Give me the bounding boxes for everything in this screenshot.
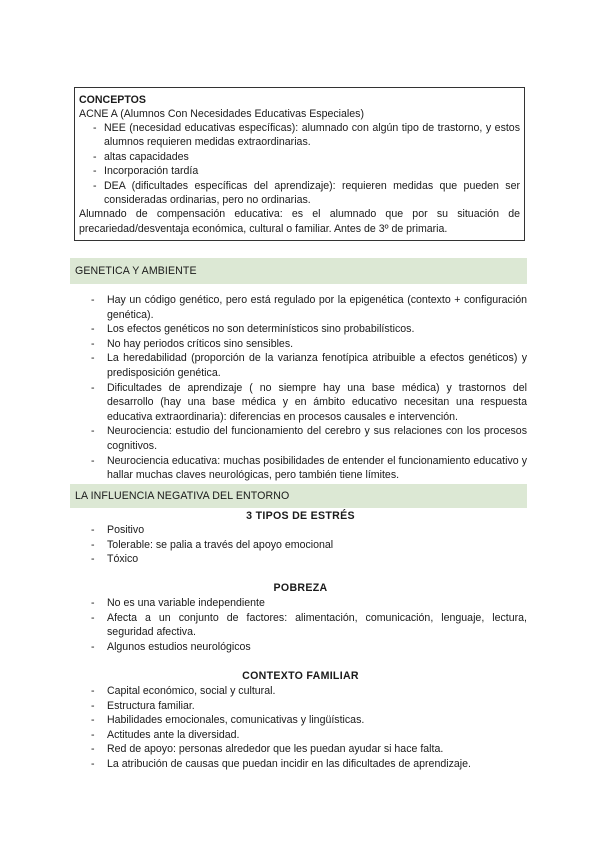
list-item: - NEE (necesidad educativas específicas): alumnado con algún tipo de trastorno, y estos alumnos requieren medidas extraordinarias. bbox=[93, 122, 520, 149]
list-item: - Actitudes ante la diversidad. bbox=[91, 728, 240, 741]
conceptos-box bbox=[74, 87, 525, 241]
pobreza-list bbox=[77, 596, 527, 654]
genetica-list bbox=[77, 293, 527, 483]
list-item: - No es una variable independiente bbox=[91, 597, 265, 609]
list-item: - Incorporación tardía bbox=[93, 165, 199, 178]
entorno-heading: LA INFLUENCIA NEGATIVA DEL ENTORNO bbox=[70, 484, 527, 508]
familiar-list bbox=[77, 684, 527, 772]
list-item: - Tolerable: se palia a través del apoyo emocional bbox=[91, 538, 334, 551]
list-item: - Algunos estudios neurológicos bbox=[91, 640, 251, 653]
list-item: - La heredabilidad (proporción de la varianza fenotípica atribuible a efectos genéticos) y predisposición genética. bbox=[91, 352, 527, 379]
list-item: - Los efectos genéticos no son determinísticos sino probabilísticos. bbox=[91, 323, 415, 336]
list-item: - La atribución de causas que puedan incidir en las dificultades de aprendizaje. bbox=[91, 757, 471, 770]
pobreza-heading: POBREZA bbox=[273, 582, 328, 594]
list-item: - No hay periodos críticos sino sensibles. bbox=[91, 337, 294, 350]
list-item: - DEA (dificultades específicas del aprendizaje): requieren medidas que pueden ser consideradas ordinarias, pero no ordinarias. bbox=[93, 179, 520, 207]
list-item: - Capital económico, social y cultural. bbox=[91, 685, 276, 697]
conceptos-list bbox=[79, 121, 520, 207]
list-item: - Neurociencia educativa: muchas posibilidades de entender el funcionamiento educativo y hallar muchas claves neurológicas, pero también tiene límites. bbox=[91, 454, 527, 482]
list-item: - Positivo bbox=[91, 524, 145, 536]
list-item: - Neurociencia: estudio del funcionamiento del cerebro y sus relaciones con los procesos cognitivos. bbox=[91, 425, 527, 452]
list-item: - Habilidades emocionales, comunicativas y lingüísticas. bbox=[91, 714, 365, 727]
acnea-definition: ACNE A (Alumnos Con Necesidades Educativas Especiales) bbox=[79, 108, 364, 120]
estres-heading: 3 TIPOS DE ESTRÉS bbox=[246, 510, 355, 522]
list-item: - Estructura familiar. bbox=[91, 699, 195, 712]
conceptos-title: CONCEPTOS bbox=[79, 94, 146, 106]
list-item: - Tóxico bbox=[91, 553, 139, 566]
compensacion-paragraph: Alumnado de compensación educativa: es el alumnado que por su situación de precariedad/desventaja económica, cultural o familiar. Antes de 3º de primaria. bbox=[79, 208, 520, 235]
list-item: - Dificultades de aprendizaje ( no siempre hay una base médica) y trastornos del desarrollo (hay una base médica y en ámbito educativo necesitan una respuesta educativa extraordinaria): diferencias en procesos causales e intervención. bbox=[91, 381, 527, 423]
list-item: - Hay un código genético, pero está regulado por la epigenética (contexto + configuración genética). bbox=[91, 294, 527, 321]
list-item: - Red de apoyo: personas alrededor que les puedan ayudar si hace falta. bbox=[91, 743, 444, 756]
estres-list bbox=[77, 523, 527, 567]
list-item: - altas capacidades bbox=[93, 150, 189, 163]
genetica-heading: GENETICA Y AMBIENTE bbox=[70, 258, 527, 284]
familiar-heading: CONTEXTO FAMILIAR bbox=[242, 670, 359, 682]
list-item: - Afecta a un conjunto de factores: alimentación, comunicación, lenguaje, lectura, seguridad afectiva. bbox=[91, 611, 527, 639]
